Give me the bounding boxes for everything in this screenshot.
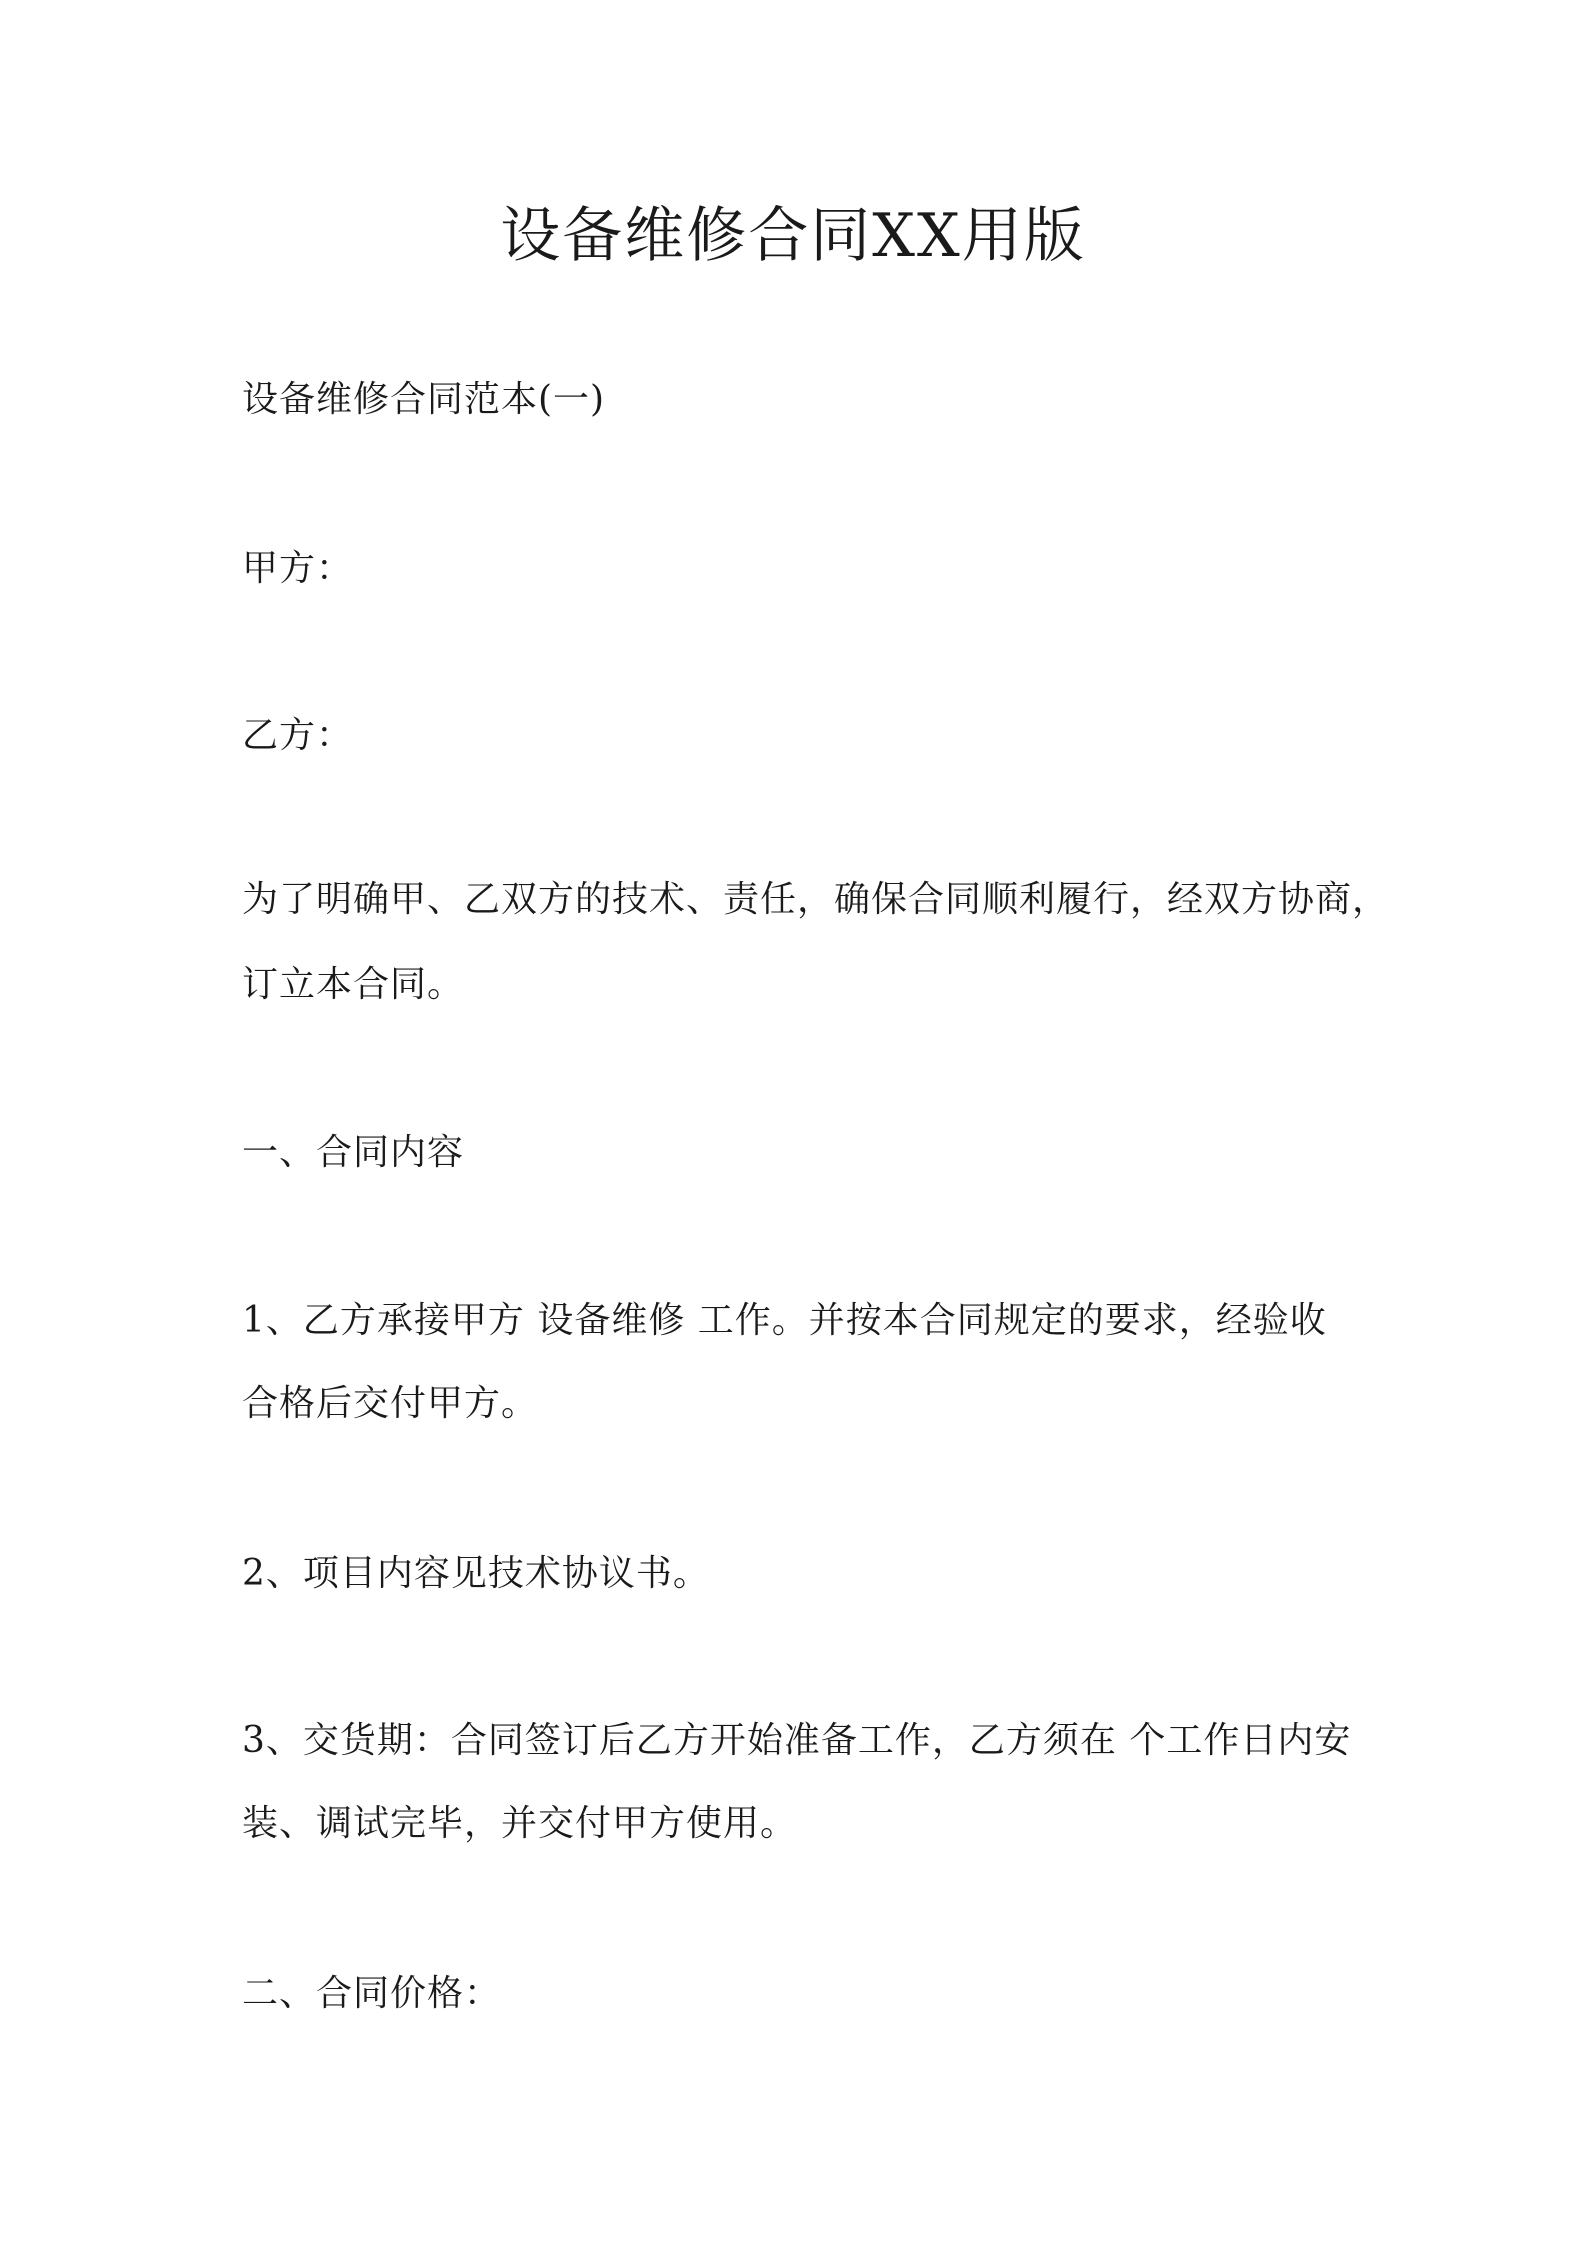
document-title: 设备维修合同XX用版 [500,201,1086,271]
party-a-label: 甲方： [242,548,354,589]
clause-2: 2、项目内容见技术协议书。 [242,1553,710,1594]
section-2-heading: 二、合同价格： [242,1973,502,2014]
intro-paragraph-line-2: 订立本合同。 [242,964,465,1005]
clause-3-line-2: 装、调试完毕，并交付甲方使用。 [242,1803,798,1844]
document-subtitle: 设备维修合同范本(一) [242,379,606,420]
clause-1-line-1: 1、乙方承接甲方 设备维修 工作。并按本合同规定的要求，经验收 [242,1300,1327,1341]
section-1-heading: 一、合同内容 [242,1132,465,1173]
clause-1-line-2: 合格后交付甲方。 [242,1383,539,1424]
clause-3-line-1: 3、交货期：合同签订后乙方开始准备工作，乙方须在 个工作日内安 [242,1720,1352,1761]
intro-paragraph-line-1: 为了明确甲、乙双方的技术、责任，确保合同顺利履行，经双方协商， [242,879,1390,920]
party-b-label: 乙方： [242,715,354,756]
